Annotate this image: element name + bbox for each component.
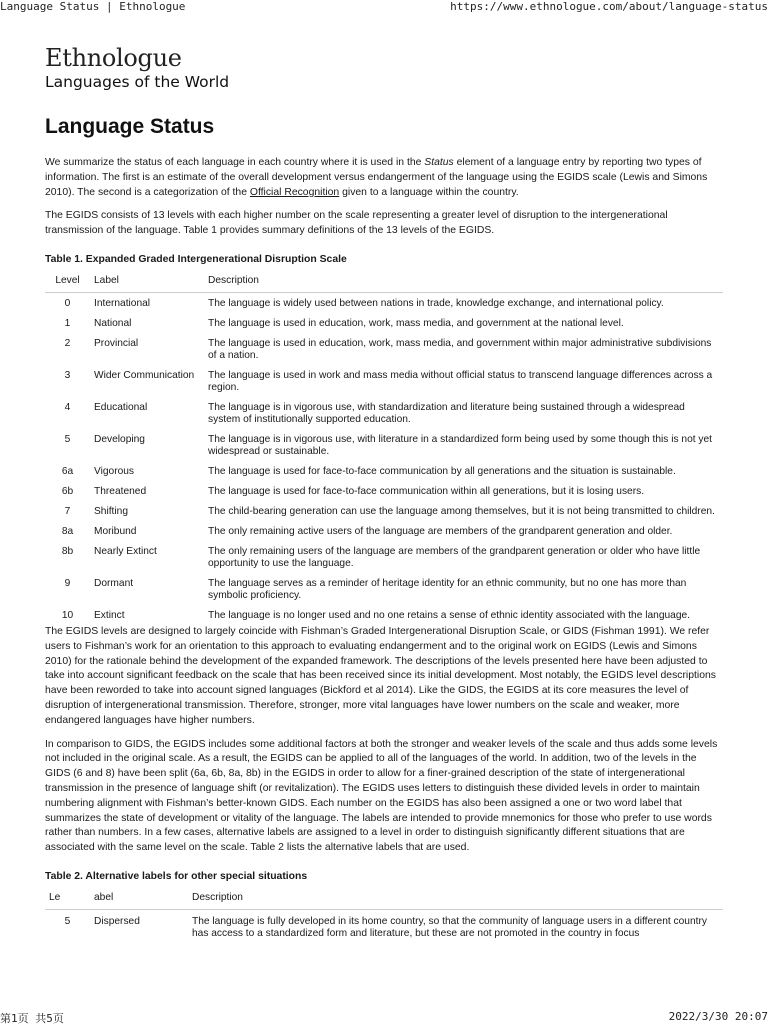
label-cell: Dormant <box>94 577 134 589</box>
level-cell: 5 <box>64 433 71 445</box>
table-row <box>45 292 723 313</box>
logo-tagline: Languages of the World <box>45 73 230 91</box>
label-cell: Wider Communication <box>94 369 195 381</box>
description-cell: The only remaining active users of the language are members of the grandparent generation and older. <box>208 525 673 537</box>
level-cell: 7 <box>64 505 71 517</box>
logo-name: Ethnologue <box>45 44 182 72</box>
print-footer-page: 第1页 共5页 <box>0 1012 64 1025</box>
level-cell: 9 <box>64 577 71 589</box>
table-row <box>45 333 723 365</box>
table-row <box>45 481 723 501</box>
table-row <box>45 461 723 481</box>
table2-header-row <box>45 889 723 910</box>
description-cell: The language is fully developed in its home country, so that the community of language users in a different country has access to a standardized form and literature, but these are not promoted in the country in focus <box>192 915 707 939</box>
table1-header-label: Label <box>90 272 204 293</box>
table-row <box>45 429 723 461</box>
label-cell: Extinct <box>94 609 125 621</box>
label-cell: National <box>94 317 132 329</box>
label-cell: Dispersed <box>94 915 140 927</box>
level-cell: 8a <box>61 525 74 537</box>
table-row <box>45 521 723 541</box>
level-cell: 8b <box>61 545 74 557</box>
label-cell: Vigorous <box>94 465 135 477</box>
label-cell: Nearly Extinct <box>94 545 157 557</box>
level-cell: 4 <box>64 401 71 413</box>
table1-header-description: Description <box>204 272 723 293</box>
description-cell: The language is in vigorous use, with standardization and literature being sustained through a widespread system of institutionally supported education. <box>208 401 685 425</box>
print-footer-datetime: 2022/3/30 20:07 <box>668 1010 768 1023</box>
egids-table <box>45 272 723 625</box>
table-row <box>45 573 723 605</box>
level-cell: 3 <box>64 369 71 381</box>
main-content <box>45 112 723 943</box>
alternative-labels-table <box>45 889 723 943</box>
table-row <box>45 605 723 625</box>
intro-paragraph-2: The EGIDS consists of 13 levels with each higher number on the scale representing a greater level of disruption to the intergenerational transmission of the language. Table 1 provides summary definitions of the 13 levels of the EGIDS. <box>45 210 668 237</box>
official-recognition-link[interactable]: Official Recognition <box>249 186 340 198</box>
description-cell: The only remaining users of the language are members of the grandparent generation or older who have little opportunity to use the language. <box>208 545 701 569</box>
table2-header-description: Description <box>188 889 723 910</box>
body-paragraph-4: In comparison to GIDS, the EGIDS includes some additional factors at both the stronger and weaker levels of the scale and thus adds some levels not included in the original scale. As a result, the EGIDS can be applied to all of the languages of the world. In addition, two of the levels in the GIDS (6 and 8) have been split (6a, 6b, 8a, 8b) in the EGIDS in order to allow for a finer-grained description of the state of intergenerational transmission in the presence of language shift (or revitalization). The EGIDS uses letters to distinguish these divided levels in order to maintain numbering alignment with Fishman’s better-known GIDS. Each number on the EGIDS has also been assigned a one or two word label that summarizes the state of development or vitality of the language. The labels are intended to provide mnemonics for those who prefer to use words rather than numbers. In a few cases, alternative labels are assigned to a level in order to distinguish significantly different situations that are associated with the same level on the scale. Table 2 lists the alternative labels that are used. <box>45 738 718 854</box>
level-cell: 6a <box>61 465 74 477</box>
description-cell: The language is used in education, work, mass media, and government at the national level. <box>208 317 624 329</box>
table2-caption: Table 2. Alternative labels for other special situations <box>45 870 308 882</box>
table-row <box>45 501 723 521</box>
level-cell: 6b <box>61 485 74 497</box>
body-paragraph-3: The EGIDS levels are designed to largely coincide with Fishman’s Graded Intergenerational Disruption Scale, or GIDS (Fishman 1991). We refer users to Fishman’s work for an orientation to this approach to evaluating endangerment and to the original work on EGIDS (Lewis and Simons 2010) for the rationale behind the development of the expanded framework. The descriptions of the levels presented here have been adjusted to take into account significant feedback on the scale that has been received since its initial development. Most notably, the EGIDS level descriptions have been reworded to take into account signed languages (Bickford et al 2014). Like the GIDS, the EGIDS at its core measures the level of disruption of intergenerational transmission. Therefore, stronger, more vital languages have lower numbers on the scale and weaker, more endangered languages have higher numbers. <box>45 625 716 726</box>
level-cell: 5 <box>64 915 71 927</box>
table-row <box>45 909 723 943</box>
table-row <box>45 397 723 429</box>
table1-caption: Table 1. Expanded Graded Intergenerational Disruption Scale <box>45 253 347 265</box>
intro-paragraph-1: We summarize the status of each language in each country where it is used in the Status element of a language entry by reporting two types of information. The first is an estimate of the overall development versus endangerment of the language using the EGIDS scale (Lewis and Simons 2010). The second is a categorization of the Official Recognition given to a language within the country. <box>45 157 708 198</box>
description-cell: The language is widely used between nations in trade, knowledge exchange, and international policy. <box>208 297 664 309</box>
description-cell: The language is used for face-to-face communication within all generations, but it is losing users. <box>208 485 645 497</box>
label-cell: Moribund <box>94 525 137 537</box>
description-cell: The child-bearing generation can use the language among themselves, but it is not being transmitted to children. <box>208 505 715 517</box>
table2-header-label: abel <box>90 889 188 910</box>
level-cell: 2 <box>64 337 71 349</box>
table2-header-level: Le <box>45 889 90 910</box>
level-cell: 10 <box>61 609 74 621</box>
table1-header-row <box>45 272 723 293</box>
print-header <box>0 0 768 14</box>
level-cell: 0 <box>64 297 71 309</box>
label-cell: Developing <box>94 433 145 445</box>
description-cell: The language is no longer used and no one retains a sense of ethnic identity associated with the language. <box>208 609 690 621</box>
print-footer <box>0 1010 768 1024</box>
print-header-url[interactable]: https://www.ethnologue.com/about/language-status <box>450 0 768 13</box>
table1-header-level: Level <box>45 272 90 293</box>
label-cell: International <box>94 297 151 309</box>
label-cell: Provincial <box>94 337 139 349</box>
label-cell: Shifting <box>94 505 128 517</box>
ethnologue-logo[interactable] <box>45 44 229 91</box>
page-title: Language Status <box>45 115 215 138</box>
label-cell: Educational <box>94 401 148 413</box>
print-header-title: Language Status | Ethnologue <box>0 0 186 13</box>
description-cell: The language is used for face-to-face communication by all generations and the situation is sustainable. <box>208 465 676 477</box>
label-cell: Threatened <box>94 485 147 497</box>
table-row <box>45 313 723 333</box>
level-cell: 1 <box>64 317 71 329</box>
table-row <box>45 541 723 573</box>
description-cell: The language serves as a reminder of heritage identity for an ethnic community, but no one has more than symbolic proficiency. <box>208 577 687 601</box>
status-emphasis: Status <box>424 157 454 168</box>
table-row <box>45 365 723 397</box>
description-cell: The language is in vigorous use, with literature in a standardized form being used by some though this is not yet widespread or sustainable. <box>208 433 713 457</box>
description-cell: The language is used in education, work, mass media, and government within major administrative subdivisions of a nation. <box>208 337 712 361</box>
description-cell: The language is used in work and mass media without official status to transcend language differences across a region. <box>208 369 713 393</box>
